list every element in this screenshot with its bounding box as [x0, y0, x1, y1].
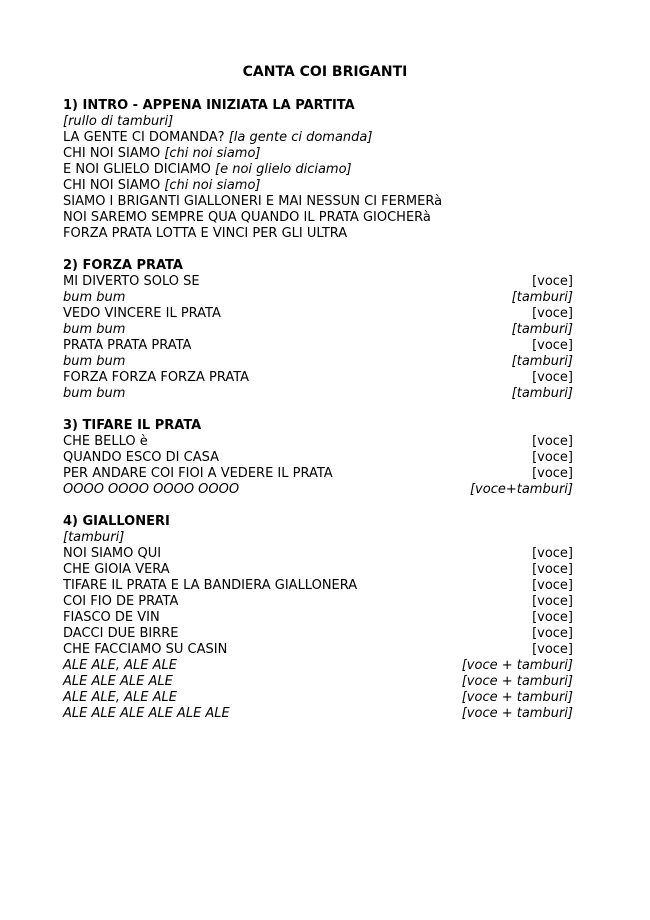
lyric-line: [63, 706, 573, 722]
lyric-cue: ALE ALE ALE ALE: [63, 674, 173, 689]
lyric-line: [63, 466, 573, 482]
lyric-words: FORZA PRATA LOTTA E VINCI PER GLI ULTRA: [63, 226, 348, 241]
lyric-line: [63, 114, 573, 130]
lyric-words: E NOI GLIELO DICIAMO: [63, 162, 216, 177]
lyric-text: [63, 610, 160, 626]
lyric-text: [63, 674, 173, 690]
lyric-cue: [e noi glielo diciamo]: [215, 162, 352, 177]
lyric-cue: bum bum: [63, 354, 126, 369]
lyric-words: NOI SAREMO SEMPRE QUA QUANDO IL PRATA GIOCHERà: [63, 210, 431, 225]
lyric-line: [63, 370, 573, 386]
performer-tag: [voce + tamburi]: [461, 706, 573, 721]
lyric-text: [63, 162, 352, 178]
lyric-line: [63, 226, 573, 242]
lyric-words: VEDO VINCERE IL PRATA: [63, 306, 221, 321]
lyric-cue: bum bum: [63, 386, 126, 401]
lyric-text: [63, 546, 161, 562]
performer-tag: [voce + tamburi]: [461, 690, 573, 705]
lyric-line: [63, 658, 573, 674]
lyric-line: [63, 434, 573, 450]
lyric-text: [63, 370, 249, 386]
performer-tag: [voce]: [532, 562, 573, 577]
lyric-words: FORZA FORZA FORZA PRATA: [63, 370, 250, 385]
lyric-text: [63, 322, 125, 338]
lyric-words: TIFARE IL PRATA E LA BANDIERA GIALLONERA: [63, 578, 358, 593]
lyric-words: MI DIVERTO SOLO SE: [63, 274, 200, 289]
performer-tag: [voce]: [532, 642, 573, 657]
performer-tag: [voce]: [532, 434, 573, 449]
lyric-cue: [chi noi siamo]: [164, 146, 261, 161]
lyric-words: CHI NOI SIAMO: [63, 178, 165, 193]
lyric-cue: ALE ALE, ALE ALE: [63, 658, 177, 673]
lyric-text: [63, 690, 177, 706]
lyric-text: [63, 274, 200, 290]
song-section: [63, 258, 573, 402]
lyric-line: [63, 562, 573, 578]
lyric-cue: [chi noi siamo]: [164, 178, 261, 193]
lyric-text: [63, 130, 372, 146]
lyric-text: [63, 578, 357, 594]
lyric-line: [63, 338, 573, 354]
lyric-text: [63, 466, 333, 482]
lyric-line: [63, 530, 573, 546]
lyric-line: [63, 578, 573, 594]
lyric-line: [63, 162, 573, 178]
lyric-text: [63, 338, 191, 354]
performer-tag: [voce]: [532, 450, 573, 465]
lyric-text: [63, 482, 239, 498]
lyric-text: [63, 290, 125, 306]
lyric-line: [63, 386, 573, 402]
lyric-words: DACCI DUE BIRRE: [63, 626, 179, 641]
lyric-line: [63, 290, 573, 306]
lyric-text: [63, 114, 173, 130]
lyric-line: [63, 354, 573, 370]
lyric-cue: ALE ALE, ALE ALE: [63, 690, 177, 705]
lyric-cue: bum bum: [63, 322, 126, 337]
document-body: [63, 98, 573, 738]
performer-tag: [voce]: [532, 626, 573, 641]
lyric-text: [63, 210, 431, 226]
lyric-text: [63, 594, 178, 610]
performer-tag: [voce]: [532, 546, 573, 561]
lyric-line: [63, 482, 573, 498]
lyric-line: [63, 546, 573, 562]
song-section: [63, 514, 573, 722]
section-heading: 2) FORZA PRATA: [63, 258, 183, 273]
lyric-line: [63, 626, 573, 642]
lyric-line: [63, 306, 573, 322]
performer-tag: [voce]: [532, 610, 573, 625]
performer-tag: [voce]: [532, 578, 573, 593]
lyric-line: [63, 610, 573, 626]
lyric-text: [63, 226, 347, 242]
song-section: [63, 418, 573, 498]
performer-tag: [tamburi]: [511, 290, 573, 305]
lyric-words: CHI NOI SIAMO: [63, 146, 165, 161]
performer-tag: [voce]: [532, 370, 573, 385]
lyric-words: PRATA PRATA PRATA: [63, 338, 192, 353]
performer-tag: [voce]: [532, 594, 573, 609]
performer-tag: [voce]: [532, 274, 573, 289]
lyric-cue: [rullo di tamburi]: [63, 114, 174, 129]
lyric-line: [63, 130, 573, 146]
lyric-text: [63, 642, 227, 658]
lyric-text: [63, 450, 219, 466]
lyric-text: [63, 706, 230, 722]
lyric-line: [63, 274, 573, 290]
performer-tag: [voce + tamburi]: [461, 674, 573, 689]
lyric-words: PER ANDARE COI FIOI A VEDERE IL PRATA: [63, 466, 333, 481]
lyric-line: [63, 322, 573, 338]
lyric-line: [63, 178, 573, 194]
lyric-text: [63, 146, 261, 162]
performer-tag: [tamburi]: [511, 354, 573, 369]
lyric-text: [63, 354, 125, 370]
lyric-words: LA GENTE CI DOMANDA?: [63, 130, 229, 145]
document-title: CANTA COI BRIGANTI: [242, 64, 408, 80]
performer-tag: [voce]: [532, 466, 573, 481]
lyric-line: [63, 690, 573, 706]
section-heading: 3) TIFARE IL PRATA: [63, 418, 202, 433]
lyric-cue: bum bum: [63, 290, 126, 305]
lyric-words: QUANDO ESCO DI CASA: [63, 450, 219, 465]
lyric-line: [63, 674, 573, 690]
lyric-words: FIASCO DE VIN: [63, 610, 160, 625]
lyric-text: [63, 562, 170, 578]
lyric-text: [63, 386, 125, 402]
lyric-line: [63, 450, 573, 466]
lyric-words: NOI SIAMO QUI: [63, 546, 162, 561]
performer-tag: [voce]: [532, 338, 573, 353]
lyric-text: [63, 626, 178, 642]
lyric-line: [63, 194, 573, 210]
performer-tag: [tamburi]: [511, 386, 573, 401]
performer-tag: [voce]: [532, 306, 573, 321]
performer-tag: [voce+tamburi]: [469, 482, 573, 497]
section-heading: 4) GIALLONERI: [63, 514, 170, 529]
lyric-words: CHE BELLO è: [63, 434, 148, 449]
lyric-line: [63, 594, 573, 610]
performer-tag: [voce + tamburi]: [461, 658, 573, 673]
lyric-line: [63, 146, 573, 162]
lyric-cue: [tamburi]: [63, 530, 125, 545]
lyric-text: [63, 658, 177, 674]
lyric-words: CHE FACCIAMO SU CASIN: [63, 642, 228, 657]
lyric-cue: [la gente ci domanda]: [228, 130, 373, 145]
lyric-cue: ALE ALE ALE ALE ALE ALE: [63, 706, 230, 721]
lyric-text: [63, 530, 124, 546]
section-heading: 1) INTRO - APPENA INIZIATA LA PARTITA: [63, 98, 355, 113]
lyric-words: COI FIO DE PRATA: [63, 594, 179, 609]
lyric-line: [63, 642, 573, 658]
lyric-words: CHE GIOIA VERA: [63, 562, 170, 577]
lyric-text: [63, 194, 442, 210]
lyric-words: SIAMO I BRIGANTI GIALLONERI E MAI NESSUN CI FERMERà: [63, 194, 443, 209]
lyric-line: [63, 210, 573, 226]
song-section: [63, 98, 573, 242]
lyric-text: [63, 306, 221, 322]
lyric-text: [63, 178, 261, 194]
performer-tag: [tamburi]: [511, 322, 573, 337]
lyric-text: [63, 434, 148, 450]
lyric-cue: OOOO OOOO OOOO OOOO: [63, 482, 240, 497]
